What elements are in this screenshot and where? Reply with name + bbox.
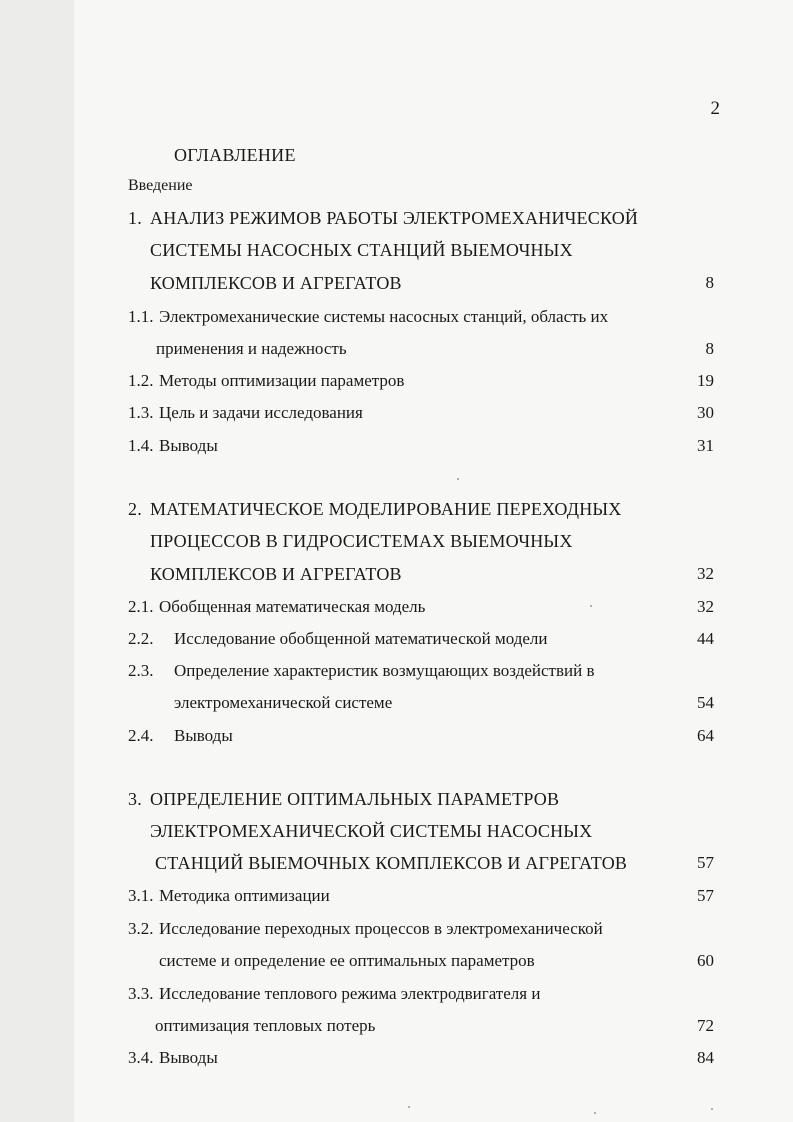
subsection-number: 2.1. [128, 597, 154, 616]
scan-speck [590, 605, 592, 607]
toc-title: ОГЛАВЛЕНИЕ [174, 145, 296, 165]
subsection-page: 44 [697, 629, 714, 648]
chapter-number: 3. [128, 789, 142, 809]
subsection-title-line: применения и надежность [156, 339, 347, 358]
subsection-page: 84 [697, 1048, 714, 1067]
toc-intro: Введение [128, 177, 193, 194]
scan-left-edge [0, 0, 74, 1122]
subsection-title-line: Методика оптимизации [159, 886, 330, 905]
subsection-title-line: Исследование переходных процессов в электромеханической [159, 919, 603, 938]
subsection-page: 19 [697, 371, 714, 390]
subsection-number: 1.1. [128, 307, 154, 326]
subsection-title-line: Обобщенная математическая модель [159, 597, 426, 616]
subsection-title-line: Методы оптимизации параметров [159, 371, 405, 390]
subsection-number: 2.3. [128, 661, 154, 680]
subsection-title-line: Выводы [159, 436, 218, 455]
chapter-number: 1. [128, 208, 142, 228]
subsection-page: 54 [697, 693, 714, 712]
subsection-page: 32 [697, 597, 714, 616]
subsection-title-line: Цель и задачи исследования [159, 403, 363, 422]
subsection-number: 2.4. [128, 726, 154, 745]
chapter-title-line: ПРОЦЕССОВ В ГИДРОСИСТЕМАХ ВЫЕМОЧНЫХ [150, 531, 573, 551]
subsection-number: 3.2. [128, 919, 154, 938]
subsection-title-line: Выводы [174, 726, 233, 745]
subsection-title-line: Определение характеристик возмущающих воздействий в [174, 661, 595, 680]
subsection-title-line: электромеханической системе [174, 693, 393, 712]
scan-speck [457, 478, 459, 480]
chapter-page: 32 [697, 564, 714, 583]
subsection-title-line: оптимизация тепловых потерь [155, 1016, 376, 1035]
scan-speck [594, 1112, 596, 1114]
subsection-number: 3.3. [128, 984, 154, 1003]
subsection-number: 3.4. [128, 1048, 154, 1067]
subsection-page: 57 [697, 886, 714, 905]
chapter-title-line: СТАНЦИЙ ВЫЕМОЧНЫХ КОМПЛЕКСОВ И АГРЕГАТОВ [155, 853, 628, 873]
subsection-page: 64 [697, 726, 714, 745]
chapter-title-line: ОПРЕДЕЛЕНИЕ ОПТИМАЛЬНЫХ ПАРАМЕТРОВ [150, 789, 560, 809]
chapter-title-line: СИСТЕМЫ НАСОСНЫХ СТАНЦИЙ ВЫЕМОЧНЫХ [150, 240, 573, 260]
subsection-page: 8 [705, 339, 714, 358]
subsection-number: 2.2. [128, 629, 154, 648]
scan-speck [711, 1108, 713, 1110]
subsection-number: 3.1. [128, 886, 154, 905]
subsection-number: 1.3. [128, 403, 154, 422]
subsection-title-line: системе и определение ее оптимальных параметров [159, 951, 535, 970]
subsection-title-line: Исследование обобщенной математической модели [174, 629, 548, 648]
subsection-title-line: Исследование теплового режима электродвигателя и [159, 984, 541, 1003]
subsection-page: 31 [697, 436, 714, 455]
chapter-number: 2. [128, 499, 142, 519]
chapter-title-line: КОМПЛЕКСОВ И АГРЕГАТОВ [150, 273, 402, 293]
page-number: 2 [710, 98, 720, 119]
subsection-title-line: Выводы [159, 1048, 218, 1067]
chapter-title-line: АНАЛИЗ РЕЖИМОВ РАБОТЫ ЭЛЕКТРОМЕХАНИЧЕСКОЙ [150, 208, 639, 228]
chapter-page: 8 [705, 273, 714, 292]
subsection-number: 1.2. [128, 371, 154, 390]
subsection-number: 1.4. [128, 436, 154, 455]
chapter-title-line: КОМПЛЕКСОВ И АГРЕГАТОВ [150, 564, 402, 584]
subsection-page: 60 [697, 951, 714, 970]
subsection-page: 72 [697, 1016, 714, 1035]
subsection-title-line: Электромеханические системы насосных станций, область их [159, 307, 609, 326]
subsection-page: 30 [697, 403, 714, 422]
chapter-page: 57 [697, 853, 714, 872]
chapter-title-line: МАТЕМАТИЧЕСКОЕ МОДЕЛИРОВАНИЕ ПЕРЕХОДНЫХ [150, 499, 622, 519]
chapter-title-line: ЭЛЕКТРОМЕХАНИЧЕСКОЙ СИСТЕМЫ НАСОСНЫХ [150, 821, 593, 841]
scan-speck [408, 1106, 410, 1108]
